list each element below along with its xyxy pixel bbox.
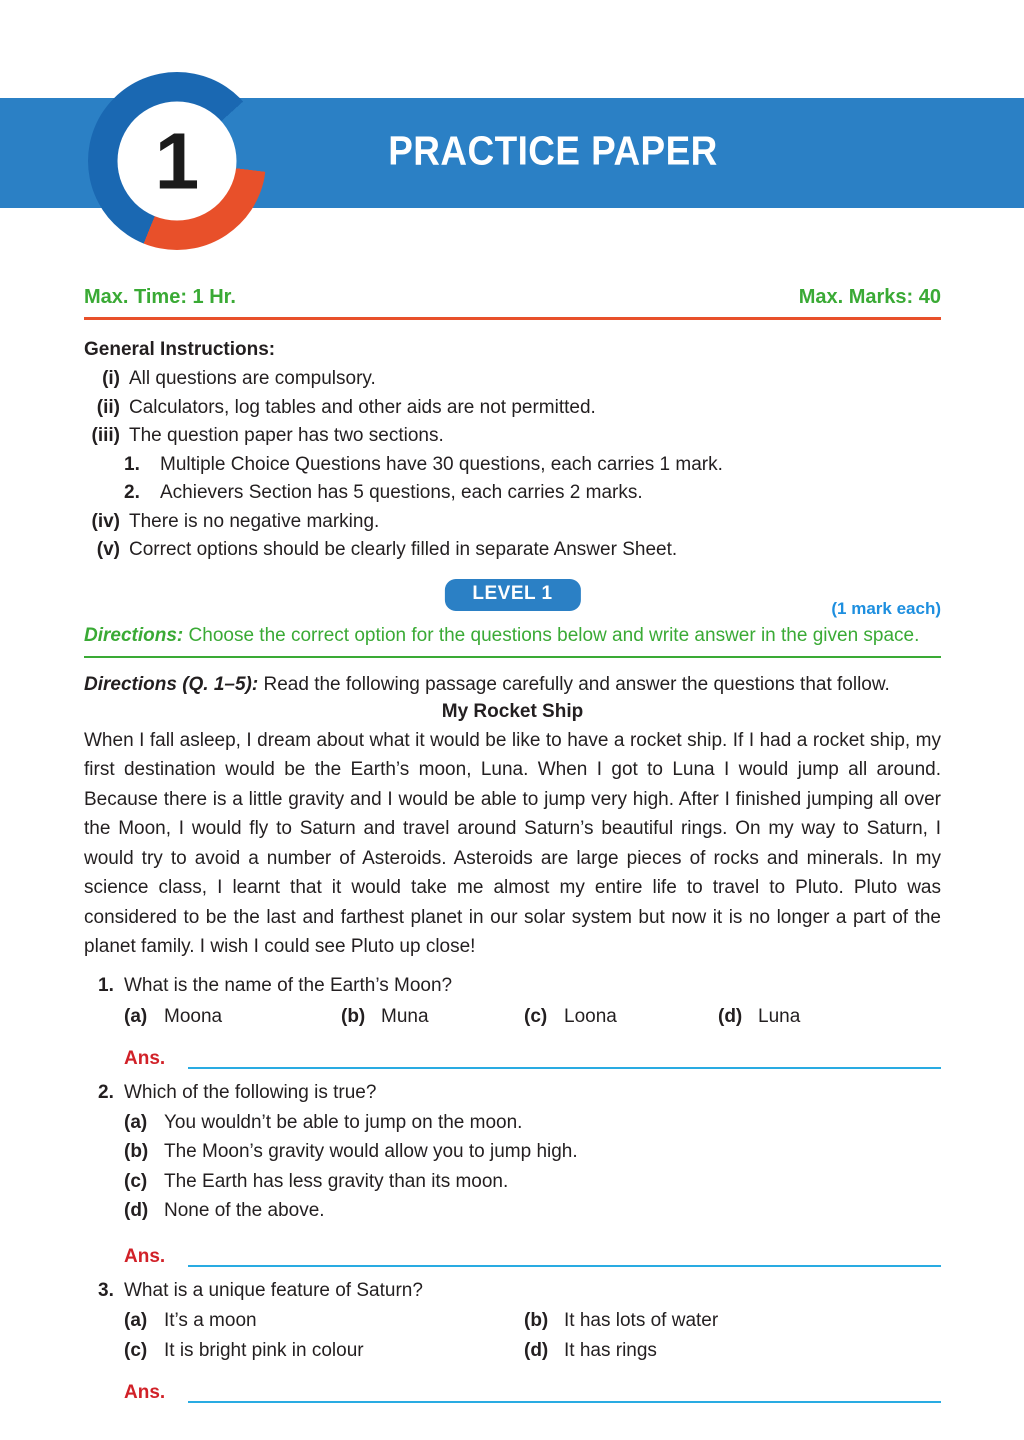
question-1-options [124, 1006, 941, 1028]
option-b [524, 1310, 941, 1332]
question-3-options [124, 1310, 941, 1362]
instruction-item [84, 508, 941, 537]
option-text: None of the above. [164, 1200, 325, 1221]
question-1 [84, 975, 941, 1069]
option-c [124, 1167, 941, 1197]
question-head [84, 1280, 941, 1302]
question-text: Which of the following is true? [124, 1081, 377, 1103]
option-text: The Earth has less gravity than its moon. [164, 1170, 509, 1192]
option-text: The Moon’s gravity would allow you to jump high. [164, 1141, 578, 1162]
answer-blank-line[interactable] [188, 1049, 941, 1069]
answer-label: Ans. [124, 1381, 166, 1403]
question-number: 2. [98, 1081, 114, 1103]
question-2-options [124, 1108, 941, 1226]
passage-text: When I fall asleep, I dream about what it would be like to have a rocket ship. If I had a rocket ship, my first destination would be the Earth’s moon, Luna. When I got to Luna I would jump all around. Because there is a little gravity and I would be able to jump very high. After I finished jumping all over the Moon, I would fly to Saturn and travel around Saturn’s beautiful rings. On my way to Saturn, I would try to avoid a number of Asteroids. Asteroids are large pieces of rocks and minerals. In my science class, I learnt that it would take me almost my entire life to travel to Pluto. Pluto was considered to be the last and farthest planet in our solar system but now it is no longer a part of the planet family. I wish I could see Pluto up close! [84, 729, 941, 957]
option-a [124, 1108, 941, 1138]
level-1-badge: LEVEL 1 [444, 579, 580, 611]
option-label: (a) [124, 1309, 148, 1331]
option-c [524, 1006, 718, 1028]
passage-directions-label: Directions (Q. 1–5): [84, 673, 259, 695]
unit-number-badge [88, 72, 266, 250]
instruction-item [84, 536, 941, 565]
instruction-label: (ii) [96, 396, 120, 418]
option-text: It is bright pink in colour [164, 1339, 364, 1361]
instruction-sub-item [124, 451, 941, 480]
option-label: (c) [124, 1170, 148, 1192]
option-a [124, 1310, 524, 1332]
instruction-label: (iii) [91, 425, 120, 446]
option-d [718, 1006, 941, 1028]
option-c [124, 1340, 524, 1362]
instruction-sub-item [124, 479, 941, 508]
answer-blank-line[interactable] [188, 1247, 941, 1267]
question-2 [84, 1082, 941, 1267]
level-row [84, 579, 941, 617]
instruction-label: 1. [124, 453, 140, 475]
option-text: It’s a moon [164, 1309, 257, 1331]
instruction-item [84, 365, 941, 394]
answer-blank-line[interactable] [188, 1383, 941, 1403]
question-text: What is the name of the Earth’s Moon? [124, 974, 453, 996]
meta-row [84, 286, 941, 320]
option-label: (b) [524, 1309, 549, 1331]
question-3 [84, 1280, 941, 1403]
question-number: 3. [98, 1279, 114, 1301]
unit-number: 1 [154, 116, 200, 205]
max-marks: Max. Marks: 40 [798, 286, 941, 308]
option-label: (b) [341, 1005, 366, 1027]
section-directions [84, 625, 941, 658]
instruction-text: Calculators, log tables and other aids are not permitted. [129, 396, 596, 418]
option-text: Loona [564, 1005, 617, 1027]
answer-label: Ans. [124, 1047, 166, 1069]
instruction-label: (v) [96, 539, 120, 560]
option-text: Luna [758, 1005, 801, 1027]
instruction-text: Multiple Choice Questions have 30 questions, each carries 1 mark. [160, 453, 723, 475]
instruction-label: (i) [102, 368, 120, 389]
marks-per-question-note: (1 mark each) [831, 598, 941, 618]
max-time: Max. Time: 1 Hr. [84, 286, 236, 308]
general-instructions-heading: General Instructions: [84, 339, 276, 360]
option-text: It has rings [564, 1339, 657, 1361]
option-text: Moona [164, 1005, 223, 1027]
option-text: Muna [381, 1005, 429, 1027]
option-d [524, 1340, 941, 1362]
page-title: PRACTICE PAPER [388, 127, 718, 174]
question-number: 1. [98, 974, 114, 996]
question-head [84, 975, 941, 997]
instruction-text: All questions are compulsory. [129, 368, 376, 389]
option-label: (d) [718, 1005, 743, 1027]
answer-row-3 [124, 1383, 941, 1403]
option-b [341, 1006, 524, 1028]
instruction-item [84, 394, 941, 423]
option-a [124, 1006, 341, 1028]
general-instructions-list [84, 365, 941, 565]
instruction-text: Achievers Section has 5 questions, each carries 2 marks. [160, 482, 643, 503]
option-label: (b) [124, 1141, 149, 1162]
option-label: (a) [124, 1005, 148, 1027]
instruction-label: 2. [124, 482, 140, 503]
option-text: It has lots of water [564, 1309, 719, 1331]
instruction-text: Correct options should be clearly filled in separate Answer Sheet. [129, 539, 678, 560]
passage-directions-text: Read the following passage carefully and answer the questions that follow. [258, 673, 890, 695]
question-text: What is a unique feature of Saturn? [124, 1279, 423, 1301]
option-label: (c) [524, 1005, 548, 1027]
instruction-item [84, 422, 941, 451]
option-d [124, 1196, 941, 1226]
directions-label: Directions: [84, 624, 184, 646]
passage-title: My Rocket Ship [441, 700, 584, 722]
option-b [124, 1137, 941, 1167]
answer-row-2 [124, 1247, 941, 1267]
option-label: (d) [524, 1339, 549, 1361]
instruction-text: The question paper has two sections. [129, 425, 444, 446]
answer-row-1 [124, 1049, 941, 1069]
option-label: (c) [124, 1339, 148, 1361]
option-label: (a) [124, 1111, 148, 1133]
instruction-label: (iv) [91, 510, 120, 532]
question-head [84, 1082, 941, 1104]
option-label: (d) [124, 1200, 149, 1221]
paper-content [84, 250, 941, 1407]
passage-directions [84, 674, 941, 696]
option-text: You wouldn’t be able to jump on the moon. [164, 1111, 523, 1133]
unit-number-badge-core [118, 102, 237, 221]
answer-label: Ans. [124, 1245, 166, 1267]
instruction-text: There is no negative marking. [129, 510, 380, 532]
directions-text: Choose the correct option for the questions below and write answer in the given space. [183, 624, 920, 646]
